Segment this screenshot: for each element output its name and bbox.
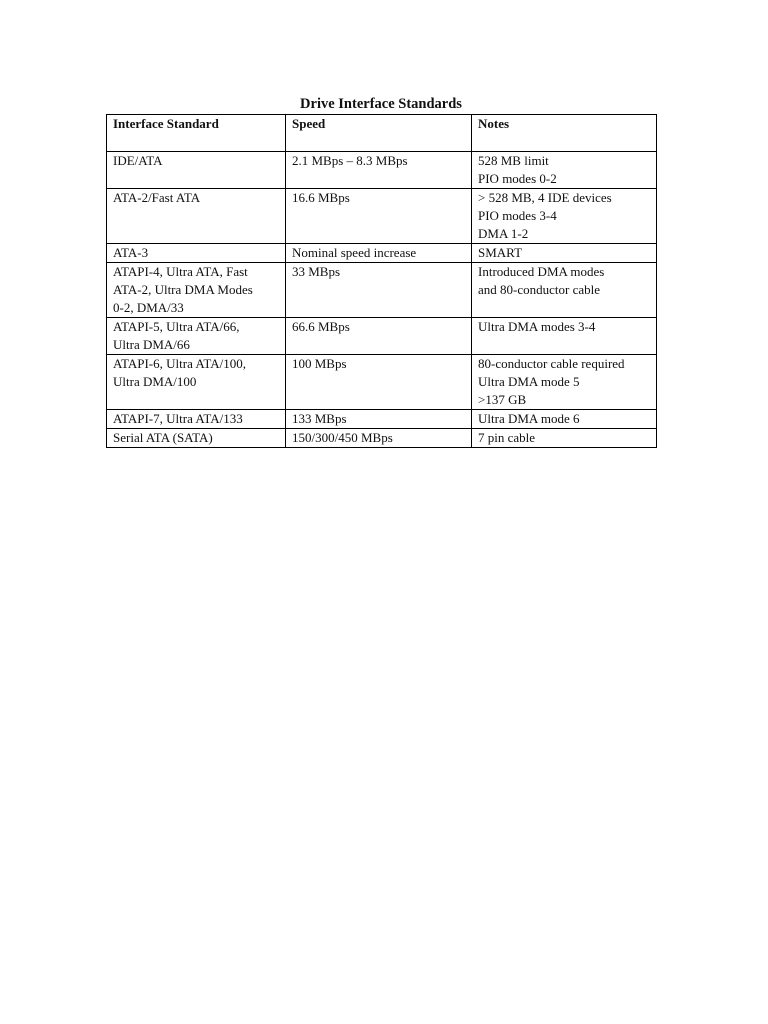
interface-text-line: ATA-2/Fast ATA (113, 190, 201, 205)
header-notes: Notes (472, 115, 657, 152)
notes-text-line: 7 pin cable (478, 430, 536, 445)
interface-text-line: ATAPI-7, Ultra ATA/133 (113, 411, 243, 426)
cell-notes (472, 355, 657, 410)
interface-text-line: Ultra DMA/66 (113, 337, 190, 352)
cell-notes (472, 263, 657, 318)
table-title: Drive Interface Standards (300, 96, 462, 112)
notes-text-line: >137 GB (478, 392, 527, 407)
table-body (107, 152, 657, 448)
speed-text-line: 33 MBps (292, 264, 341, 279)
header-speed: Speed (286, 115, 472, 152)
cell-interface (107, 318, 286, 355)
speed-text-line: 2.1 MBps – 8.3 MBps (292, 153, 408, 168)
cell-notes (472, 189, 657, 244)
speed-text-line: Nominal speed increase (292, 245, 417, 260)
table-row (107, 410, 657, 429)
table-row (107, 318, 657, 355)
interface-text-line: ATAPI-4, Ultra ATA, Fast (113, 264, 248, 279)
cell-interface (107, 152, 286, 189)
cell-speed (286, 244, 472, 263)
notes-text-line: Ultra DMA mode 5 (478, 374, 580, 389)
interface-text-line: ATAPI-5, Ultra ATA/66, (113, 319, 240, 334)
speed-text-line: 100 MBps (292, 356, 347, 371)
cell-speed (286, 152, 472, 189)
cell-speed (286, 189, 472, 244)
speed-text-line: 133 MBps (292, 411, 347, 426)
speed-text-line: 16.6 MBps (292, 190, 350, 205)
interface-text-line: ATA-3 (113, 245, 149, 260)
interface-standards-table (106, 114, 657, 448)
cell-interface (107, 410, 286, 429)
interface-text-line: ATAPI-6, Ultra ATA/100, (113, 356, 246, 371)
cell-speed (286, 410, 472, 429)
cell-notes (472, 318, 657, 355)
cell-notes (472, 152, 657, 189)
cell-interface (107, 244, 286, 263)
cell-interface (107, 429, 286, 448)
header-interface-standard: Interface Standard (107, 115, 286, 152)
cell-speed (286, 318, 472, 355)
interface-text-line: ATA-2, Ultra DMA Modes (113, 282, 253, 297)
table-row (107, 429, 657, 448)
notes-text-line: and 80-conductor cable (478, 282, 601, 297)
interface-text-line: Ultra DMA/100 (113, 374, 197, 389)
table-row (107, 189, 657, 244)
cell-notes (472, 429, 657, 448)
header-row (107, 115, 657, 152)
table-row (107, 355, 657, 410)
notes-text-line: SMART (478, 245, 523, 260)
notes-text-line: DMA 1-2 (478, 226, 529, 241)
interface-text-line: 0-2, DMA/33 (113, 300, 184, 315)
notes-text-line: > 528 MB, 4 IDE devices (478, 190, 612, 205)
cell-speed (286, 263, 472, 318)
notes-text-line: 80-conductor cable required (478, 356, 625, 371)
cell-speed (286, 355, 472, 410)
notes-text-line: 528 MB limit (478, 153, 549, 168)
table-row (107, 244, 657, 263)
notes-text-line: Introduced DMA modes (478, 264, 605, 279)
notes-text-line: Ultra DMA modes 3-4 (478, 319, 596, 334)
notes-text-line: Ultra DMA mode 6 (478, 411, 580, 426)
cell-notes (472, 410, 657, 429)
cell-speed (286, 429, 472, 448)
cell-interface (107, 263, 286, 318)
notes-text-line: PIO modes 0-2 (478, 171, 557, 186)
table-row (107, 152, 657, 189)
cell-interface (107, 355, 286, 410)
interface-text-line: Serial ATA (SATA) (113, 430, 213, 445)
notes-text-line: PIO modes 3-4 (478, 208, 557, 223)
speed-text-line: 66.6 MBps (292, 319, 350, 334)
cell-notes (472, 244, 657, 263)
speed-text-line: 150/300/450 MBps (292, 430, 393, 445)
interface-text-line: IDE/ATA (113, 153, 163, 168)
cell-interface (107, 189, 286, 244)
table-row (107, 263, 657, 318)
